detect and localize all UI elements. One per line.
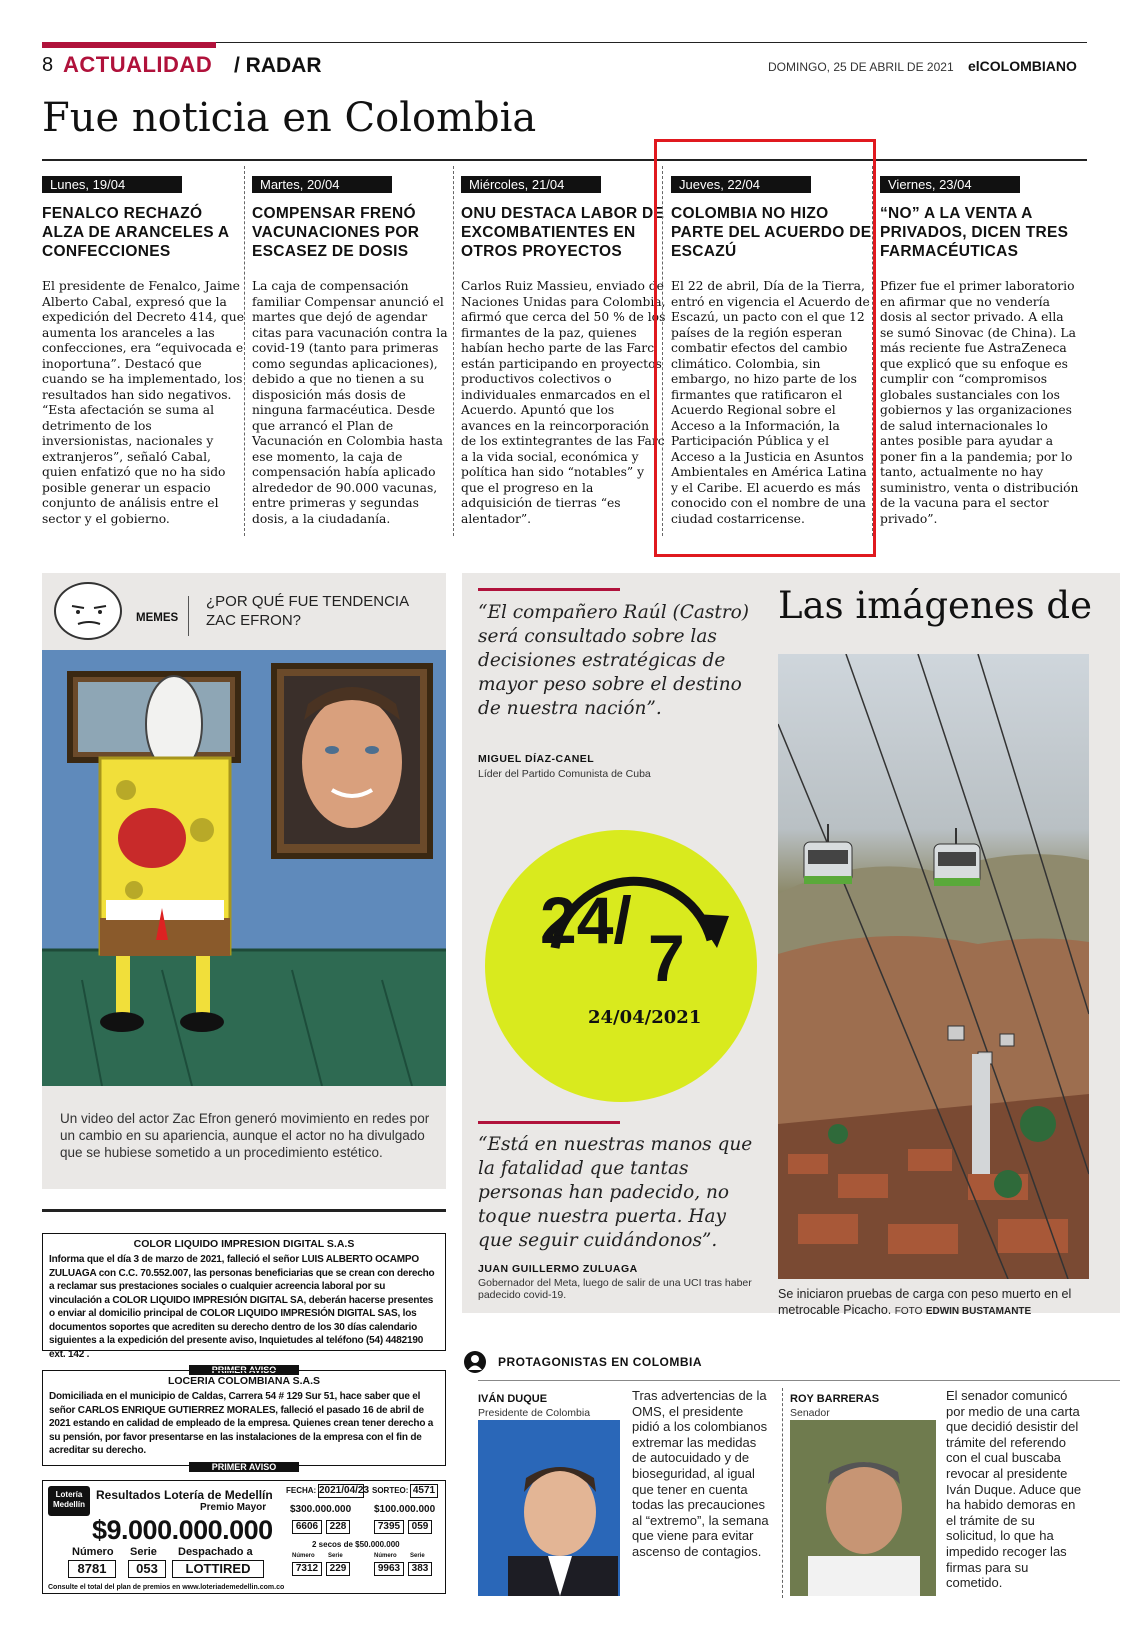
notice-footer: PRIMER AVISO: [189, 1365, 299, 1375]
circular-arrow-icon: [485, 830, 757, 1102]
lottery-secondary-amount: $100.000.000: [374, 1504, 436, 1515]
news-body: El presidente de Fenalco, Jaime Alberto Cabal, expresó que la expedición del Decreto 414, que aumenta los aranceles a las confecciones, era “equivocada e inoportuna”. Destacó que cuando se ha implementado, los resultados han sido negativos. “Esta afectación se suma al detrimento de los inversionistas, nacionales y extranjeros”, señaló Cabal, quien enfatizó que no ha sido posible generar un espacio conjunto de análisis entre el sector y el gobierno.: [42, 279, 244, 526]
notice-body: Domiciliada en el municipio de Caldas, Carrera 54 # 129 Sur 51, hace saber que el señor CARLOS ENRIQUE GUTIERREZ MORALES, falleció el pasado 16 de abril de 2021 estando en calidad de empleado de la empresa. Quienes crean tener derecho a su pensión, por favor presentarse en las instalaciones de la empresa con el fin de acreditar su derecho.: [49, 1391, 434, 1456]
meme-face-features: [66, 598, 112, 636]
lottery-date-label: FECHA:: [286, 1486, 317, 1495]
protagonists-rule: [478, 1380, 1120, 1381]
badge-247-hours: 24/: [540, 883, 632, 957]
meme-caption: Un video del actor Zac Efron generó movimiento en redes por un cambio en su apariencia, aunque el actor no ha divulgado que se hubiese sometido a un procedimiento estético.: [60, 1111, 430, 1160]
protagonists-divider: [782, 1388, 783, 1598]
news-column-wednesday: [461, 160, 667, 527]
news-column-tuesday: [252, 160, 454, 527]
notices-rule: [42, 1209, 446, 1212]
lottery-secondary-number: 7395: [374, 1520, 404, 1534]
lottery-secondary-series: 383: [408, 1562, 432, 1576]
quote-accent-bar: [478, 1121, 620, 1124]
meme-image: [42, 650, 446, 1086]
legal-notice: [42, 1370, 446, 1472]
day-tab: Lunes, 19/04: [42, 176, 182, 193]
quote-text: “Está en nuestras manos que la fatalidad que tantas personas han padecido, no toque nuestra puerta. Hay que seguir cuidándonos”.: [478, 1134, 753, 1251]
page-number: 8: [42, 54, 54, 76]
column-divider: [453, 166, 454, 536]
quote-text: “El compañero Raúl (Castro) será consultado sobre las decisiones estratégicas de mayor peso sobre el destino de nuestra nación”.: [478, 602, 750, 719]
news-body: La caja de compensación familiar Compensar anunció el martes que dejó de agendar citas para vacunación contra la covid-19 (tanto para primeras como segundas aplicaciones), debido a que no tienen a su disposición más dosis de ninguna farmacéutica. Desde que arrancó el Plan de Vacunación en Colombia hasta ese momento, la caja de compensación había aplicado alrededor de 90.000 vacunas, entre primeras y segundas dosis, a la ciudadanía.: [252, 279, 448, 526]
section-accent-bar: [42, 42, 216, 48]
photo-credit-label: FOTO: [894, 1306, 923, 1317]
protagonist-name: ROY BARRERAS: [790, 1393, 880, 1405]
day-tab: Martes, 20/04: [252, 176, 392, 193]
news-headline: ONU DESTACA LABOR DE EXCOMBATIENTES EN OTROS PROYECTOS: [461, 205, 665, 260]
day-tab: Miércoles, 21/04: [461, 176, 601, 193]
news-headline: COMPENSAR FRENÓ VACUNACIONES POR ESCASEZ DE DOSIS: [252, 205, 420, 260]
quote-author-role: Gobernador del Meta, luego de salir de una UCI tras haber padecido covid-19.: [478, 1277, 752, 1301]
protagonist-text: El senador comunicó por medio de una carta que decidió desistir del trámite del referendo con el cual buscaba revocar al presidente Iván Duque. Aduce que ha habido demoras en el trámite de su solicitud, lo que ha impedido recoger las firmas para su cometido.: [946, 1388, 1082, 1591]
lottery-secondary-series: 229: [326, 1562, 350, 1576]
quote-author-role: Líder del Partido Comunista de Cuba: [478, 768, 651, 780]
memes-label: MEMES: [136, 612, 179, 624]
lottery-col-label: Número: [292, 1553, 315, 1559]
notice-title: LOCERIA COLOMBIANA S.A.S: [167, 1375, 321, 1387]
day-tab: Jueves, 22/04: [671, 176, 811, 193]
photo-credit: EDWIN BUSTAMANTE: [925, 1306, 1032, 1317]
issue-date: DOMINGO, 25 DE ABRIL DE 2021: [768, 60, 954, 74]
metrocable-photo: [778, 654, 1089, 1279]
memes-question: ¿POR QUÉ FUE TENDENCIA ZAC EFRON?: [206, 593, 409, 629]
images-title: Las imágenes de: [778, 584, 1092, 627]
badge-247-days: 7: [648, 921, 685, 995]
section-name: ACTUALIDAD: [63, 52, 213, 77]
quote-author: JUAN GUILLERMO ZULUAGA: [478, 1263, 638, 1275]
column-divider: [244, 166, 245, 536]
quote-author: MIGUEL DÍAZ-CANEL: [478, 753, 595, 765]
lottery-dispatched: LOTTIRED: [172, 1560, 264, 1578]
protagonist-name: IVÁN DUQUE: [478, 1393, 548, 1405]
highlight-box: [654, 139, 876, 557]
lottery-logo: Lotería Medellín: [48, 1486, 90, 1516]
notice-body: Informa que el día 3 de marzo de 2021, falleció el señor LUIS ALBERTO OCAMPO ZULUAGA con C.C. 70.552.007, las personas beneficiarias que se crean con derecho a reclamar sus prestaciones sociales o cualquier acreencia laboral por su vinculación a COLOR LIQUIDO IMPRESIÓN DIGITAL SA, deberán hacerse presentes o enviar al domicilio principal de COLOR LIQUIDO IMPRESIÓN DIGITAL SAS, los documentos soportes que acrediten su derecho dentro de los 30 días calendario siguientes a la expedición del presente aviso, Inquietudes al teléfono (54) 4482190 ext. 142 .: [49, 1254, 435, 1360]
day-tab: Viernes, 23/04: [880, 176, 1020, 193]
news-body: Pfizer fue el primer laboratorio en afirmar que no vendería dosis al sector privado. A ella se sumó Sinovac (de China). La más reciente fue AstraZeneca que explicó que su enfoque es cumplir con “compromisos globales sustanciales con los gobiernos y las organizaciones de salud internacionales lo antes posible para ayudar a poner fin a la pandemia; por lo tanto, actualmente no hay suministro, venta o distribución de la vacuna para el sector privado”.: [880, 279, 1079, 526]
lottery-secondary-amount: 2 secos de $50.000.000: [312, 1540, 400, 1549]
lottery-secondary-series: 228: [326, 1520, 350, 1534]
lottery-col-label: Número: [374, 1553, 397, 1559]
lottery-footer: Consulte el total del plan de premios en www.loteriademedellin.com.co: [48, 1584, 285, 1591]
lottery-series: 053: [128, 1560, 166, 1578]
lottery-col-label: Serie: [410, 1553, 425, 1559]
news-body: Carlos Ruiz Massieu, enviado de Naciones Unidas para Colombia, afirmó que cerca del 50 % de los firmantes de la paz, quienes habían hecho parte de las Farc, están participando en proyectos productivos colectivos o individuales enmarcados en el Acuerdo. Apuntó que los avances en la reincorporación de los extintegrantes de las Farc a la vida social, económica y política han sido “notables” y que el progreso en la adquisición de tierras “es alentador”.: [461, 279, 666, 526]
memes-divider: [188, 596, 189, 636]
lottery-secondary-amount: $300.000.000: [290, 1504, 352, 1515]
lottery-prize: $9.000.000.000: [92, 1515, 273, 1545]
lottery-label: Número: [72, 1546, 114, 1558]
photo-caption-text: Se iniciaron pruebas de carga con peso muerto en el metrocable Picacho.: [778, 1287, 1072, 1317]
lottery-secondary-number: 7312: [292, 1562, 322, 1576]
notice-footer: PRIMER AVISO: [189, 1462, 299, 1472]
lottery-subtitle: Premio Mayor: [200, 1502, 267, 1513]
news-body: El 22 de abril, Día de la Tierra, entró en vigencia el Acuerdo de Escazú, un pacto con el que 12 países de la región esperan combatir efectos del cambio climático. Colombia, sin embargo, no hizo parte de los firmantes que ratificaron el Acuerdo Regional sobre el Acceso a la Información, la Participación Pública y el Acceso a la Justicia en Asuntos Ambientales en América Latina y el Caribe. El acuerdo es más conocido con el nombre de una ciudad costarricense.: [671, 279, 870, 526]
page-title: Fue noticia en Colombia: [42, 95, 537, 141]
lottery-title: Resultados Lotería de Medellín: [96, 1488, 273, 1502]
protagonist-role: Senador: [790, 1407, 830, 1419]
news-headline: COLOMBIA NO HIZO PARTE DEL ACUERDO DE ESCAZÚ: [671, 205, 872, 260]
lottery-label: Serie: [130, 1546, 157, 1558]
newspaper-brand: elCOLOMBIANO: [968, 58, 1077, 74]
notice-title: COLOR LIQUIDO IMPRESION DIGITAL S.A.S: [133, 1238, 355, 1250]
protagonist-role: Presidente de Colombia: [478, 1407, 591, 1419]
legal-notice: [42, 1233, 446, 1375]
lottery-number: 8781: [68, 1560, 116, 1578]
lottery-draw: 4571: [410, 1484, 438, 1498]
news-headline: FENALCO RECHAZÓ ALZA DE ARANCELES A CONFECCIONES: [42, 205, 229, 260]
lottery-secondary-series: 059: [408, 1520, 432, 1534]
lottery-date: 2021/04/23: [319, 1485, 370, 1496]
protagonist-photo: [790, 1420, 936, 1596]
person-icon: [464, 1351, 486, 1373]
news-column-monday: [42, 160, 244, 527]
lottery-label: Despachado a: [178, 1546, 253, 1558]
protagonist-text: Tras advertencias de la OMS, el presidente pidió a los colombianos extremar las medidas de autocuidado y de bioseguridad, al igual que tener en cuenta todas las precauciones al “extremo”, la semana que viene para evitar ascenso de contagios.: [632, 1388, 769, 1559]
lottery-draw-label: SORTEO:: [372, 1486, 409, 1495]
protagonists-title: PROTAGONISTAS EN COLOMBIA: [498, 1355, 703, 1369]
photo-caption: [778, 1286, 1108, 1320]
protagonist-photo: [478, 1420, 620, 1596]
lottery-secondary-number: 9963: [374, 1562, 404, 1576]
quote-accent-bar: [478, 588, 620, 591]
news-headline: “NO” A LA VENTA A PRIVADOS, DICEN TRES FARMACÉUTICAS: [880, 205, 1069, 260]
lottery-secondary-number: 6606: [292, 1520, 322, 1534]
lottery-col-label: Serie: [328, 1553, 343, 1559]
news-column-friday: [880, 160, 1080, 527]
badge-247-date: 24/04/2021: [588, 1007, 702, 1028]
subsection-name: / RADAR: [234, 54, 322, 77]
